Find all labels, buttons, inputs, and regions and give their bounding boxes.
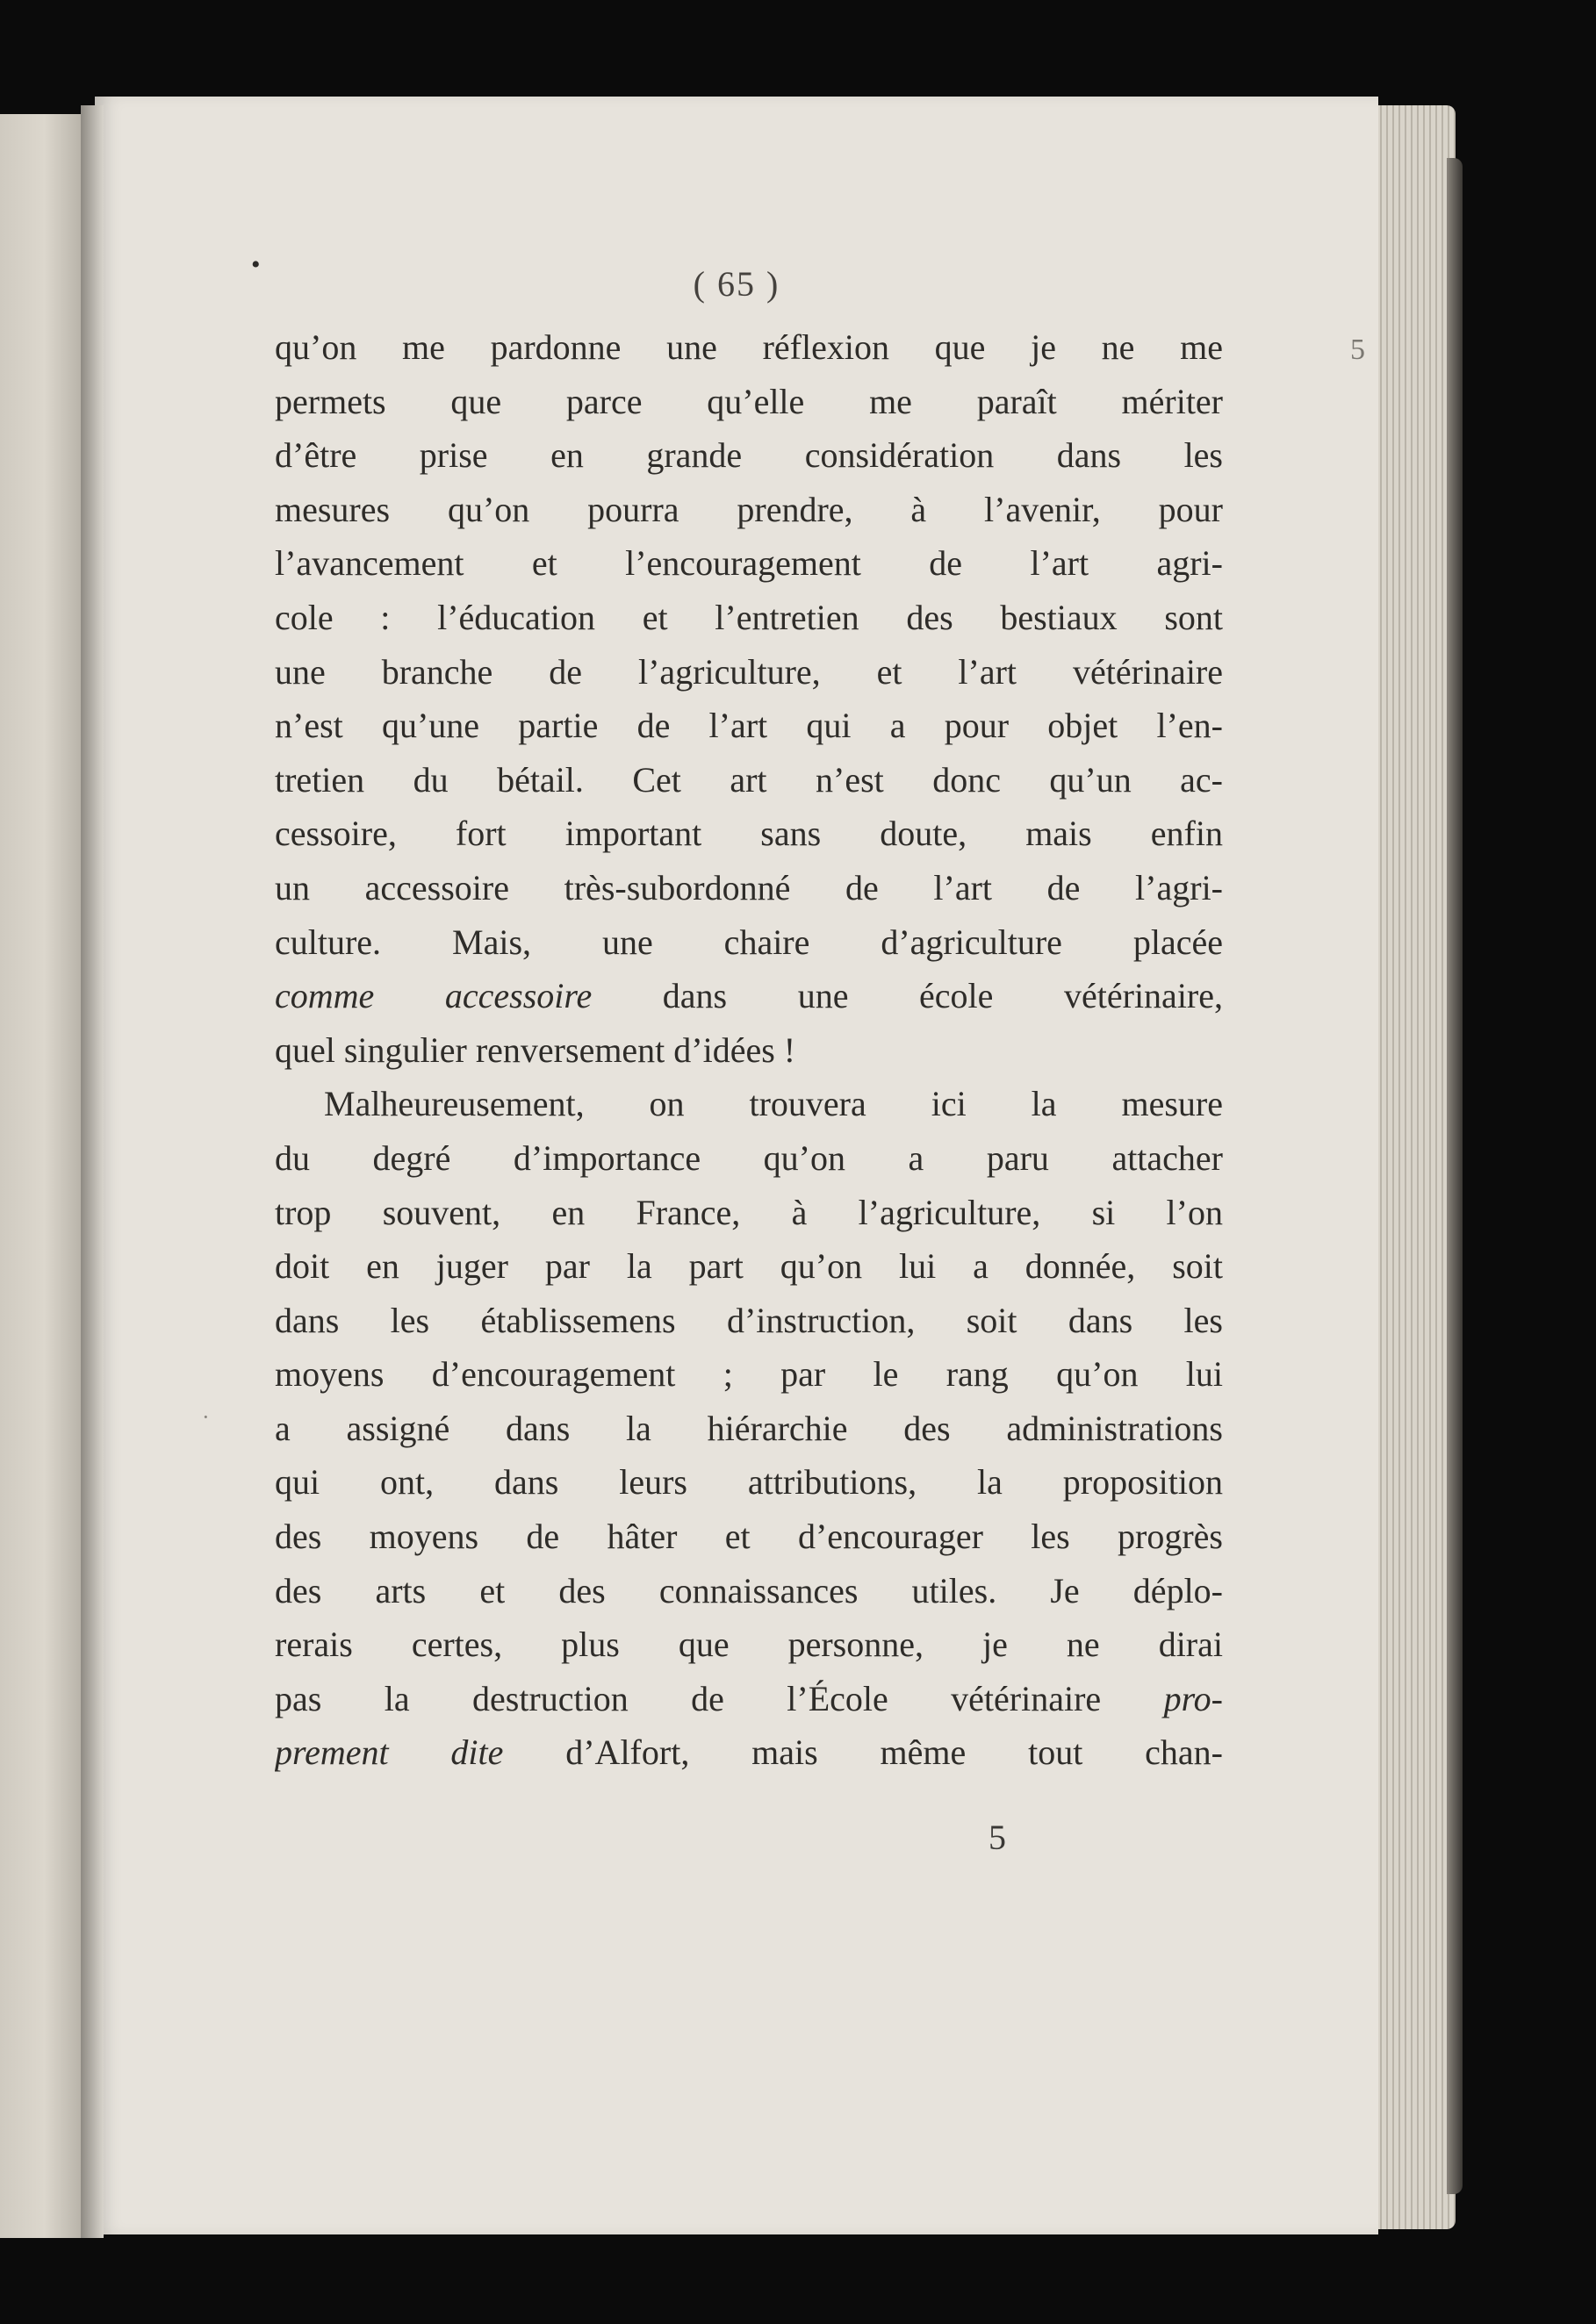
body-text xyxy=(275,320,1223,1780)
text-line: des arts et des connaissances utiles. Je déplo- xyxy=(275,1570,1223,1610)
paragraph-start-line: Malheureusement, on trouvera ici la mesure xyxy=(324,1084,1223,1124)
italic-phrase: prement dite xyxy=(275,1732,504,1773)
margin-tick-mark: • xyxy=(251,250,261,279)
text-line: cessoire, fort important sans doute, mais enfin xyxy=(275,814,1223,854)
text-line: rerais certes, plus que personne, je ne dirai xyxy=(275,1625,1223,1665)
text-line: permets que parce qu’elle me paraît mériter xyxy=(275,381,1223,421)
text-line: tretien du bétail. Cet art n’est donc qu’un ac- xyxy=(275,759,1223,800)
text-line: d’être prise en grande considération dans les xyxy=(275,435,1223,476)
gutter-shadow xyxy=(81,105,104,2238)
text-line: cole : l’éducation et l’entretien des bestiaux sont xyxy=(275,597,1223,637)
text-line: des moyens de hâter et d’encourager les progrès xyxy=(275,1517,1223,1557)
text-line: n’est qu’une partie de l’art qui a pour objet l’en- xyxy=(275,706,1223,746)
text-line: moyens d’encouragement ; par le rang qu’on lui xyxy=(275,1354,1223,1395)
previous-page-edge xyxy=(0,114,83,2238)
text-line: l’avancement et l’encouragement de l’art agri- xyxy=(275,543,1223,584)
text-line: dans les établissemens d’instruction, soit dans les xyxy=(275,1300,1223,1340)
pencil-margin-mark: 5 xyxy=(1350,334,1365,366)
page-number-header: ( 65 ) xyxy=(693,264,780,304)
paragraph-end-line: quel singulier renversement d’idées ! xyxy=(275,1029,796,1070)
text-line: culture. Mais, une chaire d’agriculture placée xyxy=(275,922,1223,962)
text-line: un accessoire très-subordonné de l’art de l’agri- xyxy=(275,867,1223,907)
text-line: du degré d’importance qu’on a paru attacher xyxy=(275,1137,1223,1178)
text-line: mesures qu’on pourra prendre, à l’avenir, pour xyxy=(275,489,1223,529)
text-line: qui ont, dans leurs attributions, la proposition xyxy=(275,1462,1223,1503)
text-line: a assigné dans la hiérarchie des administrations xyxy=(275,1408,1223,1448)
book-cover-edge xyxy=(1447,158,1463,2194)
text-line: doit en juger par la part qu’on lui a donnée, soit xyxy=(275,1246,1223,1287)
text-line: qu’on me pardonne une réflexion que je ne me xyxy=(275,327,1223,367)
text-line: prement dite d’Alfort, mais même tout chan- xyxy=(275,1732,1223,1773)
margin-speck: · xyxy=(202,1404,210,1430)
italic-phrase: comme accessoire xyxy=(275,976,593,1016)
signature-mark: 5 xyxy=(989,1818,1006,1857)
book-page xyxy=(95,97,1378,2234)
italic-phrase: pro- xyxy=(1163,1678,1223,1718)
book-page-edges xyxy=(1370,105,1456,2229)
text-line: une branche de l’agriculture, et l’art vétérinaire xyxy=(275,651,1223,692)
text-line: pas la destruction de l’École vétérinaire pro- xyxy=(275,1678,1223,1718)
text-line: comme accessoire dans une école vétérinaire, xyxy=(275,976,1223,1016)
text-line: trop souvent, en France, à l’agriculture, si l’on xyxy=(275,1192,1223,1232)
